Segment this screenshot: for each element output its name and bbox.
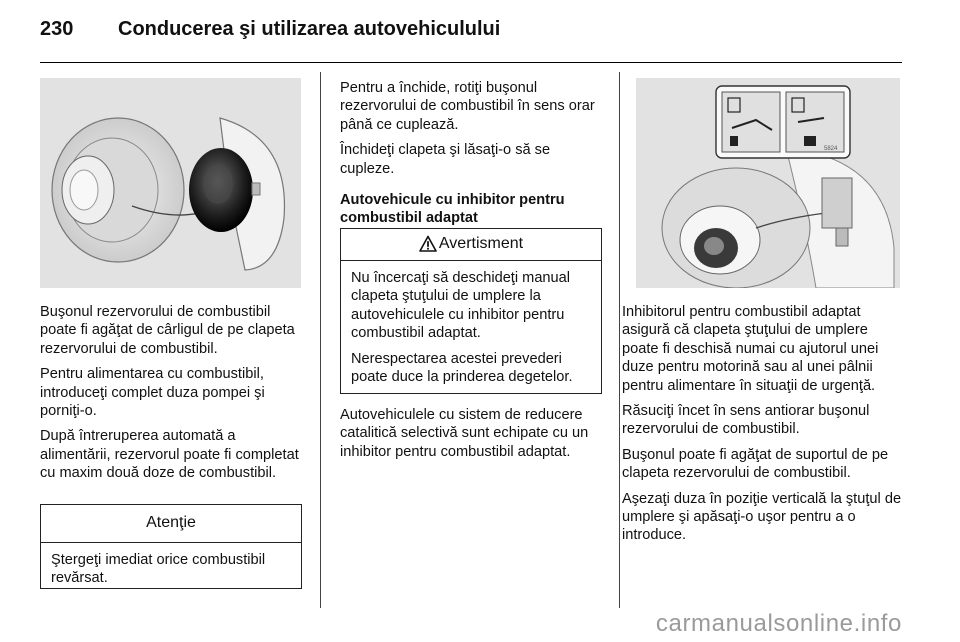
paragraph: Autovehiculele cu sistem de reducere catalitică selectivă sunt echipate cu un inhibitor pentru combustibil adaptat. [340,407,589,460]
page-header [40,18,500,48]
warning-box [340,228,602,394]
paragraph: Buşonul rezervorului de combustibil poate fi agăţat de cârligul de pe clapeta rezervorului de combustibil. [40,304,295,357]
column-middle-lower [340,406,605,468]
paragraph: Aşezaţi duza în poziţie verticală la ştuţul de umplere şi apăsaţi-o uşor pentru a o introduce. [622,490,902,544]
section-subheading: Autovehicule cu inhibitor pentru combustibil adaptat [340,192,565,227]
page-title: Conducerea şi utilizarea autovehiculului [118,18,501,40]
paragraph: Buşonul poate fi agăţat de suportul de pe clapeta rezervorului de combustibil. [622,446,889,482]
paragraph: Pentru a închide, rotiţi buşonul rezervorului de combustibil în sens orar până ce cuplează. [340,80,595,133]
warning-text: Nu încercaţi să deschideţi manual clapeta ştuţului de umplere la autovehiculele cu inhibitor pentru combustibil adaptat. [351,270,571,342]
figure-code: 5824 [824,146,838,152]
header-divider [40,62,902,63]
fuel-cap-illustration [40,78,301,288]
page-number: 230 [40,18,74,40]
warning-triangle-icon [419,235,437,253]
column-right [622,303,904,552]
paragraph: Răsuciţi încet în sens antiorar buşonul rezervorului de combustibil. [622,403,870,438]
watermark: carmanualsonline.info [655,610,902,637]
paragraph: Pentru alimentarea cu combustibil, introduceţi complet duza pompei şi porniţi-o. [40,366,265,420]
column-divider-left [320,72,321,608]
warning-title: Avertisment [438,235,524,252]
paragraph: Inhibitorul pentru combustibil adaptat asigură că clapeta ştuţului de umplere poate fi deschisă numai cu ajutorul unei duze pentru motorină sau al unei pâlnii pentru alimentare în situaţii de urgenţă. [622,304,879,394]
paragraph: Închideţi clapeta şi lăsaţi-o să se cupleze. [340,142,551,177]
warning-text: Nerespectarea acestei prevederi poate duce la prinderea degetelor. [351,350,573,386]
notice-title: Atenţie [41,505,301,543]
column-left [40,303,308,490]
notice-text: Ştergeţi imediat orice combustibil revărsat. [51,552,266,587]
paragraph: După întreruperea automată a alimentării, rezervorul poate fi completat cu maxim două doze de combustibil. [40,428,299,482]
notice-box [40,504,302,589]
fuel-inhibitor-illustration [636,78,900,288]
column-middle [340,79,605,234]
column-divider-right [619,72,620,608]
